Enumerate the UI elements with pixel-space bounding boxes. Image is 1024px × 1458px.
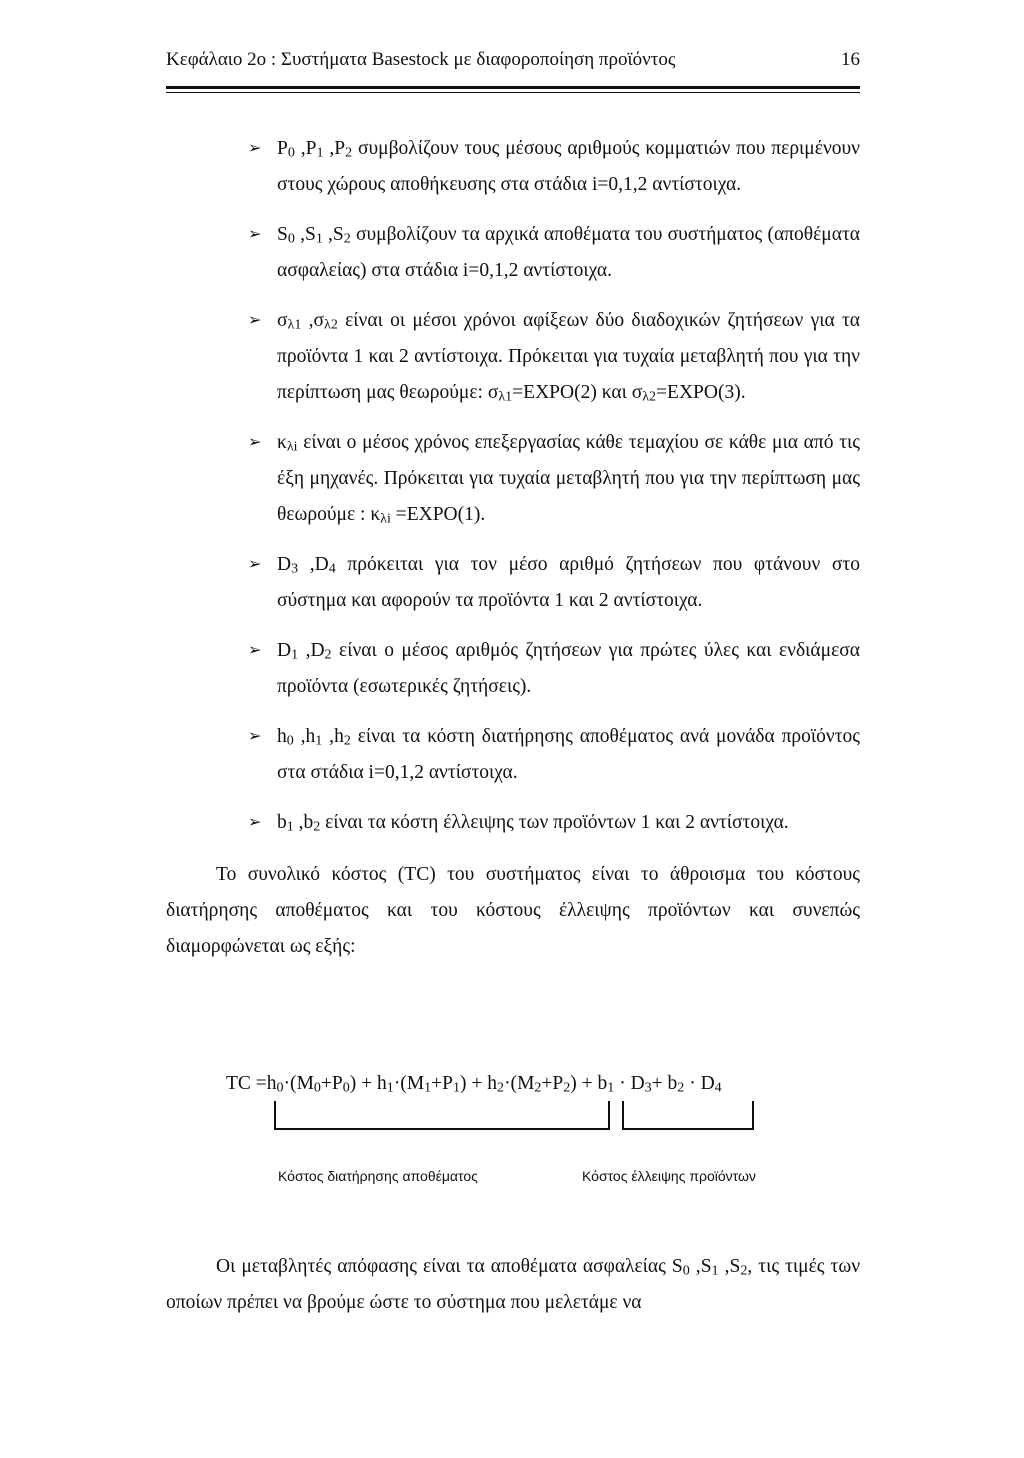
holding-cost-label: Κόστος διατήρησης αποθέματος bbox=[278, 1168, 478, 1184]
shortage-cost-label: Κόστος έλλειψης προϊόντων bbox=[582, 1168, 756, 1184]
bullet-item bbox=[166, 719, 860, 791]
bullet-item bbox=[166, 217, 860, 289]
shortage-cost-bracket bbox=[622, 1101, 754, 1130]
bullet-item bbox=[166, 131, 860, 203]
chapter-title: Κεφάλαιο 2ο : Συστήματα Basestock με διαφοροποίηση προϊόντος bbox=[166, 49, 676, 70]
arrow-bullet-icon: ➢ bbox=[248, 312, 262, 329]
bullet-text: $D_1$ $,D_2$ είναι ο μέσος αριθμός ζητήσεων για πρώτες ύλες και ενδιάμεσα προϊόντα (εσωτερικές ζητήσεις). bbox=[277, 640, 861, 697]
total-cost-formula: TC $=h_0\cdot(M_0+P_0) + h_1\cdot(M_1+P_1) + h_2\cdot(M_2+P_2) + b_1 \cdot D_3+ b_2 \cdot D_4$ bbox=[226, 1073, 722, 1096]
arrow-bullet-icon: ➢ bbox=[248, 140, 262, 157]
arrow-bullet-icon: ➢ bbox=[248, 642, 262, 659]
bullet-text: $D_3$ $,D_4$ πρόκειται για τον μέσο αριθμό ζητήσεων που φτάνουν στο σύστημα και αφορούν τα προϊόντα 1 και 2 αντίστοιχα. bbox=[277, 554, 861, 611]
bullet-text: $P_0$ $,P_1$ $,P_2$ συμβολίζουν τους μέσους αριθμούς κομματιών που περιμένουν στους χώρους αποθήκευσης στα στάδια i=0,1,2 αντίστοιχα. bbox=[277, 138, 860, 195]
closing-paragraph: Οι μεταβλητές απόφασης είναι τα αποθέματα ασφαλείας $S_0$ $,S_1$ $,S_2$, τις τιμές των οποίων πρέπει να βρούμε ώστε το σύστημα που μελετάμε να bbox=[166, 1256, 861, 1313]
header-rule-thin bbox=[166, 92, 860, 93]
bullet-item bbox=[166, 633, 860, 705]
header-rule-thick bbox=[166, 86, 860, 89]
bullet-item bbox=[166, 547, 860, 619]
cost-paragraph: Το συνολικό κόστος (TC) του συστήματος είναι το άθροισμα του κόστους διατήρησης αποθέματος και του κόστους έλλειψης προϊόντων και συνεπώς διαμορφώνεται ως εξής: bbox=[166, 864, 860, 957]
arrow-bullet-icon: ➢ bbox=[248, 434, 262, 451]
bullet-text: $\kappa_{\lambda i}$ είναι ο μέσος χρόνος επεξεργασίας κάθε τεμαχίου σε κάθε μια από τις έξη μηχανές. Πρόκειται για τυχαία μεταβλητή που για την περίπτωση μας θεωρούμε : $\kappa_{\lambda i}$ =EXPO(1). bbox=[277, 432, 860, 527]
page-body bbox=[166, 131, 860, 965]
arrow-bullet-icon: ➢ bbox=[248, 226, 262, 243]
arrow-bullet-icon: ➢ bbox=[248, 556, 262, 573]
bullet-text: $h_0$ $,h_1$ $,h_2$ είναι τα κόστη διατήρησης αποθέματος ανά μονάδα προϊόντος στα στάδια i=0,1,2 αντίστοιχα. bbox=[277, 726, 861, 783]
holding-cost-bracket bbox=[274, 1101, 610, 1130]
bullet-text: $b_1$ $,b_2$ είναι τα κόστη έλλειψης των προϊόντων 1 και 2 αντίστοιχα. bbox=[277, 812, 789, 835]
bullet-text: $\sigma_{\lambda 1}$ $,\sigma_{\lambda 2}$ είναι οι μέσοι χρόνοι αφίξεων δύο διαδοχικών ζητήσεων για τα προϊόντα 1 και 2 αντίστοιχα. Πρόκειται για τυχαία μεταβλητή που για την περίπτωση μας θεωρούμε: $\sigma_{\lambda 1}=EXPO(2)$ και $\sigma_{\lambda 2}=EXPO(3)$. bbox=[277, 310, 861, 405]
bullet-item bbox=[166, 805, 860, 841]
bullet-item bbox=[166, 303, 860, 411]
arrow-bullet-icon: ➢ bbox=[248, 728, 262, 745]
page-number: 16 bbox=[841, 49, 860, 70]
arrow-bullet-icon: ➢ bbox=[248, 814, 262, 831]
bullet-text: $S_0$ $,S_1$ $,S_2$ συμβολίζουν τα αρχικά αποθέματα του συστήματος (αποθέματα ασφαλείας) στα στάδια i=0,1,2 αντίστοιχα. bbox=[277, 224, 861, 281]
bullet-item bbox=[166, 425, 860, 533]
